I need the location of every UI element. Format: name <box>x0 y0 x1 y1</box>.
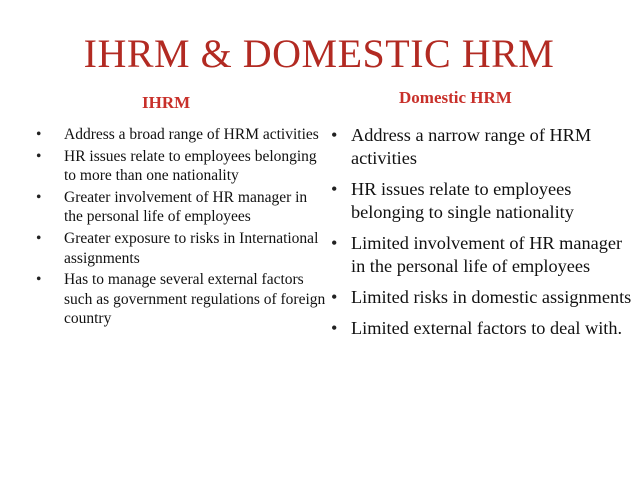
ihrm-bullet-item: • Has to manage several external factors such as government regulations of foreign country <box>64 270 326 329</box>
ihrm-bullet-item: • HR issues relate to employees belonging to more than one nationality <box>64 147 326 186</box>
domestic-hrm-heading: Domestic HRM <box>399 88 512 107</box>
ihrm-bullet-item: • Greater exposure to risks in International assignments <box>64 229 326 268</box>
domestic-hrm-bullet-item: • Limited risks in domestic assignments <box>351 286 633 309</box>
domestic-hrm-bullet-list <box>351 124 633 348</box>
ihrm-bullet-item: • Greater involvement of HR manager in the personal life of employees <box>64 188 326 227</box>
domestic-hrm-bullet-item: • HR issues relate to employees belonging to single nationality <box>351 178 633 224</box>
domestic-hrm-bullet-item: • Address a narrow range of HRM activities <box>351 124 633 170</box>
slide-title: IHRM & DOMESTIC HRM <box>83 31 555 76</box>
ihrm-bullet-item: • Address a broad range of HRM activities <box>64 125 326 145</box>
domestic-hrm-bullet-item: • Limited involvement of HR manager in the personal life of employees <box>351 232 633 278</box>
ihrm-bullet-list <box>64 125 326 331</box>
domestic-hrm-bullet-item: • Limited external factors to deal with. <box>351 317 633 340</box>
ihrm-heading: IHRM <box>142 93 191 112</box>
